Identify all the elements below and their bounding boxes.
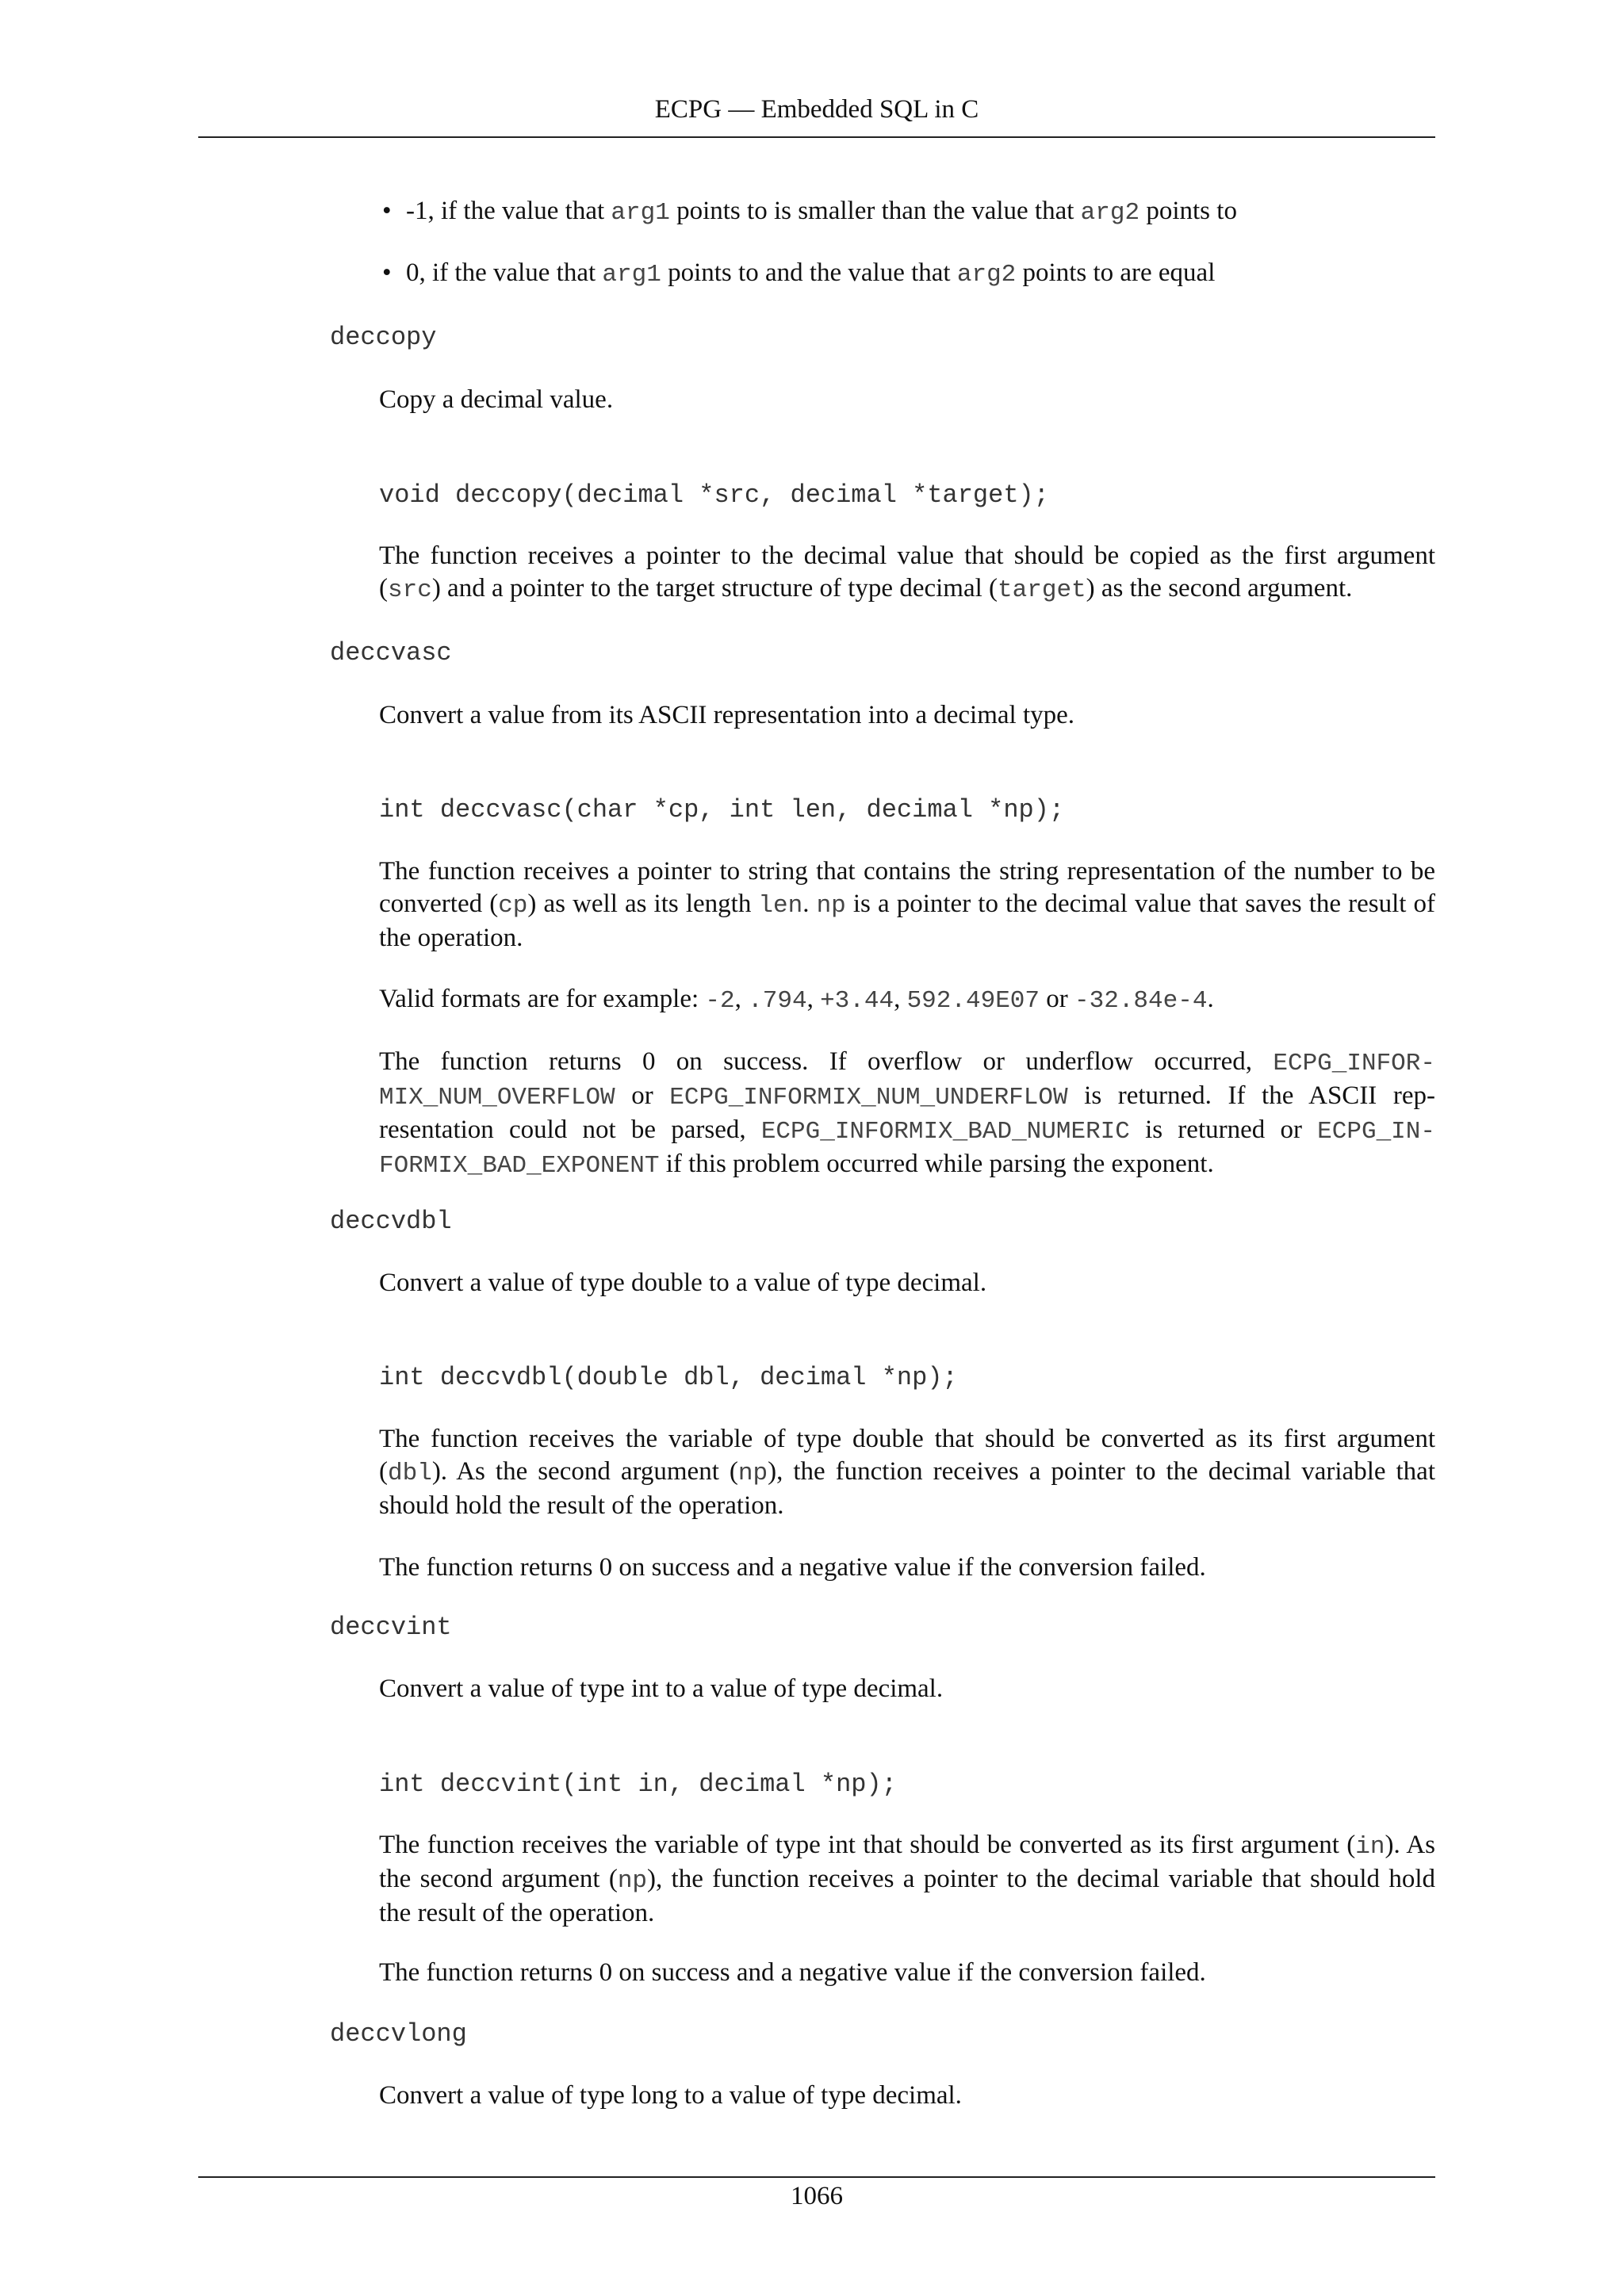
running-header: ECPG — Embedded SQL in C	[654, 95, 979, 124]
return-description: The function returns 0 on success and a negative value if the conversion failed.	[379, 1958, 1206, 1987]
bullet-item: 0, if the value that arg1 points to and the value that arg2 points to are equal	[406, 258, 1216, 289]
bullet-item: -1, if the value that arg1 points to is smaller than the value that arg2 points to	[406, 197, 1237, 227]
function-signature: int deccvasc(char *cp, int len, decimal *np);	[379, 795, 1065, 825]
function-term-deccvdbl: deccvdbl	[330, 1207, 452, 1236]
function-summary: Convert a value of type int to a value of type decimal.	[379, 1674, 944, 1703]
valid-formats: Valid formats are for example: -2, .794, +3.44, 592.49E07 or -32.84e-4.	[379, 985, 1214, 1015]
bullet-marker: •	[382, 258, 392, 287]
header-rule	[198, 136, 1435, 138]
function-term-deccvint: deccvint	[330, 1613, 452, 1642]
function-description: The function receives the variable of type int that should be converted as its first argument (in). As the second argument (np), the function receives a pointer to the decimal variable that should hold the result of the operation.	[379, 1831, 1436, 1927]
function-term-deccvlong: deccvlong	[330, 2019, 467, 2049]
function-signature: void deccopy(decimal *src, decimal *target);	[379, 480, 1049, 510]
function-description: The function receives the variable of type double that should be converted as its first argument (dbl). As the second argument (np), the function receives a pointer to the decimal variable that should hold the result of the operation.	[379, 1425, 1436, 1520]
function-signature: int deccvdbl(double dbl, decimal *np);	[379, 1363, 958, 1392]
function-term-deccvasc: deccvasc	[330, 638, 452, 668]
function-summary: Convert a value of type double to a value of type decimal.	[379, 1269, 987, 1297]
function-term-deccopy: deccopy	[330, 323, 437, 352]
function-description: The function receives a pointer to string that contains the string representation of the number to be converted (cp) as well as its length len. np is a pointer to the decimal value that saves the result of the operation.	[379, 857, 1435, 952]
function-summary: Convert a value of type long to a value of type decimal.	[379, 2081, 962, 2110]
function-summary: Copy a decimal value.	[379, 385, 614, 414]
return-description: The function returns 0 on success. If overflow or underflow occurred, ECPG_INFOR- MIX_NUM_OVERFLOW or ECPG_INFORMIX_NUM_UNDERFLOW is returned. If the ASCII rep- resentation could not be parsed, ECPG_INFORMIX_BAD_NUMERIC is returned or ECPG_IN- FORMIX_BAD_EXPONENT if this problem occurred while parsing the exponent.	[379, 1047, 1435, 1180]
function-summary: Convert a value from its ASCII representation into a decimal type.	[379, 701, 1075, 729]
function-signature: int deccvint(int in, decimal *np);	[379, 1770, 897, 1799]
page-number: 1066	[791, 2182, 843, 2210]
function-description: The function receives a pointer to the decimal value that should be copied as the first argument (src) and a pointer to the target structure of type decimal (target) as the second argument.	[379, 541, 1435, 604]
bullet-marker: •	[382, 197, 392, 225]
footer-rule	[198, 2176, 1435, 2178]
return-description: The function returns 0 on success and a negative value if the conversion failed.	[379, 1553, 1206, 1582]
